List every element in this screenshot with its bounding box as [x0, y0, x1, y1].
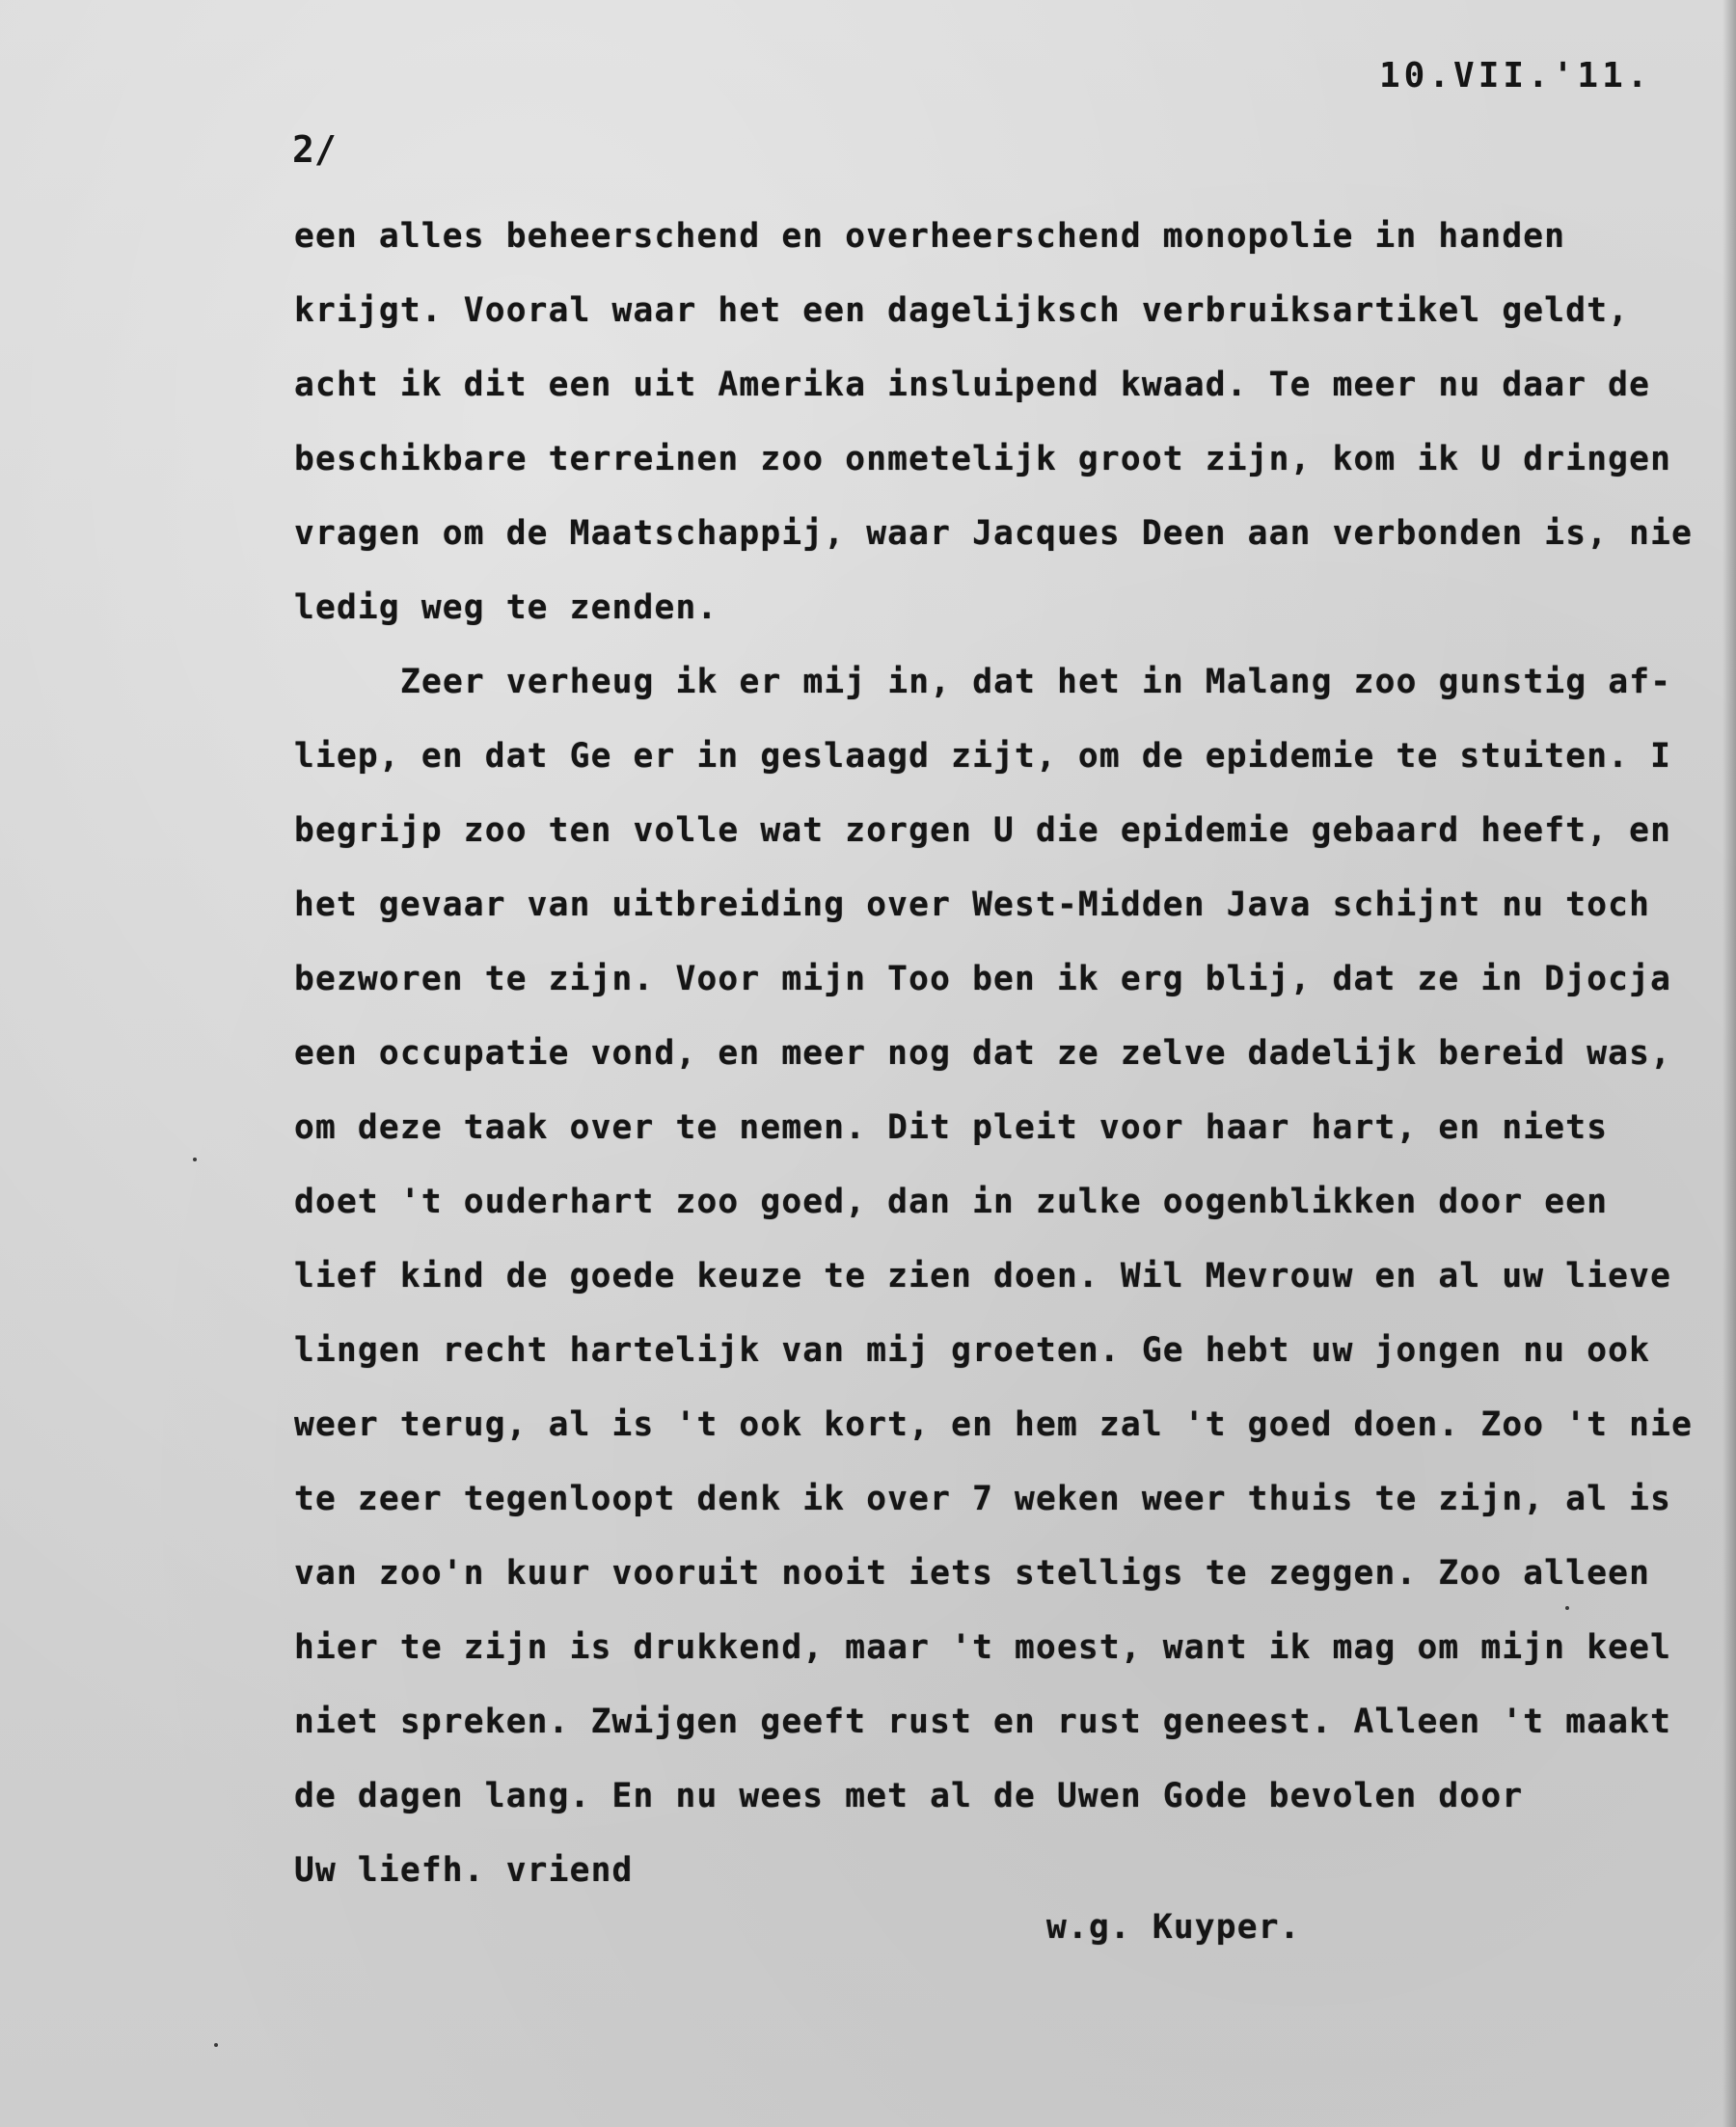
scan-edge-shadow [1722, 0, 1736, 2127]
text-line: om deze taak over te nemen. Dit pleit voor haar hart, en niets [294, 1108, 1609, 1147]
text-line: van zoo'n kuur vooruit nooit iets stelligs te zeggen. Zoo alleen [294, 1554, 1651, 1593]
text-line: de dagen lang. En nu wees met al de Uwen Gode bevolen door [294, 1777, 1524, 1815]
text-line: vragen om de Maatschappij, waar Jacques Deen aan verbonden is, nie [294, 514, 1694, 553]
scan-speck [214, 2043, 218, 2047]
letter-date: 10.VII.'11. [1379, 56, 1652, 95]
text-line: hier te zijn is drukkend, maar 't moest, want ik mag om mijn keel [294, 1628, 1672, 1667]
text-line: begrijp zoo ten volle wat zorgen U die epidemie gebaard heeft, en [294, 811, 1672, 850]
text-line: acht ik dit een uit Amerika insluipend kwaad. Te meer nu daar de [294, 366, 1651, 404]
scan-speck [193, 1158, 197, 1161]
letter-body [294, 200, 1712, 1908]
text-line: een occupatie vond, en meer nog dat ze zelve dadelijk bereid was, [294, 1034, 1672, 1073]
text-line: een alles beheerschend en overheerschend monopolie in handen [294, 217, 1566, 256]
text-line: te zeer tegenloopt denk ik over 7 weken weer thuis te zijn, al is [294, 1480, 1672, 1518]
text-line: beschikbare terreinen zoo onmetelijk groot zijn, kom ik U dringen [294, 440, 1672, 478]
text-line: bezworen te zijn. Voor mijn Too ben ik erg blij, dat ze in Djocja [294, 960, 1672, 998]
page-number: 2/ [292, 128, 337, 171]
text-line: niet spreken. Zwijgen geeft rust en rust geneest. Alleen 't maakt [294, 1703, 1672, 1741]
text-line: ledig weg te zenden. [294, 588, 719, 627]
text-line: lief kind de goede keuze te zien doen. Wil Mevrouw en al uw lieve [294, 1257, 1672, 1295]
text-line: lingen recht hartelijk van mij groeten. Ge hebt uw jongen nu ook [294, 1331, 1651, 1370]
signature: w.g. Kuyper. [1046, 1908, 1301, 1947]
text-line: liep, en dat Ge er in geslaagd zijt, om de epidemie te stuiten. I [294, 737, 1672, 776]
text-line: het gevaar van uitbreiding over West-Midden Java schijnt nu toch [294, 886, 1651, 924]
text-line: krijgt. Vooral waar het een dagelijksch verbruiksartikel geldt, [294, 291, 1630, 330]
text-line: doet 't ouderhart zoo goed, dan in zulke oogenblikken door een [294, 1183, 1609, 1221]
text-line: weer terug, al is 't ook kort, en hem zal 't goed doen. Zoo 't nie [294, 1405, 1694, 1444]
text-line-paragraph-start: Zeer verheug ik er mij in, dat het in Malang zoo gunstig af- [400, 663, 1672, 701]
closing-line: Uw liefh. vriend [294, 1851, 634, 1890]
